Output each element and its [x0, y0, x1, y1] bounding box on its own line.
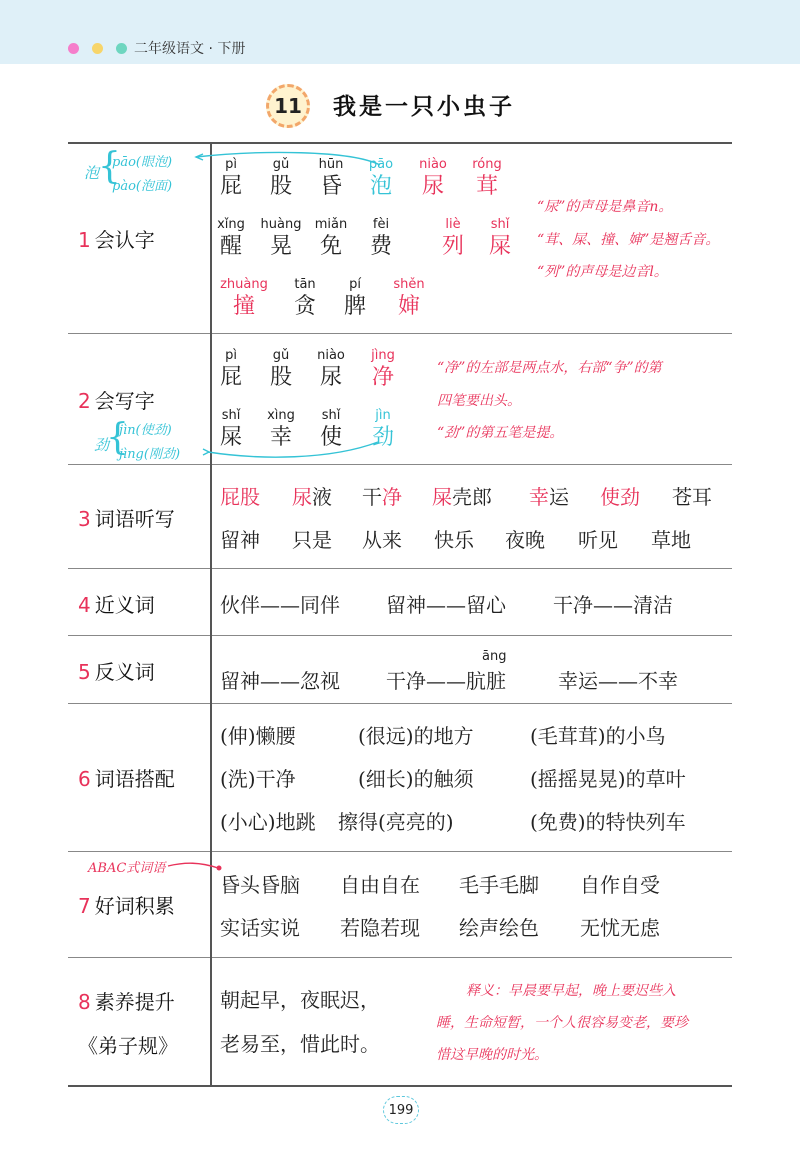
- pinyin: róng: [472, 157, 502, 172]
- dictation-word: 快乐: [434, 528, 474, 552]
- pinyin: gǔ: [272, 348, 290, 363]
- hanzi: 昏: [319, 174, 342, 199]
- pinyin: shǐ: [221, 408, 241, 423]
- recognize-note-3: “列”的声母是边音l。: [537, 264, 668, 280]
- hanzi: 贪: [293, 294, 316, 319]
- section-1-label: 1 会认字: [78, 228, 155, 252]
- hanzi: 幸: [269, 425, 292, 450]
- good-word: 实话实说: [220, 916, 300, 940]
- classic-explanation-2: 睡，生命短暂，一个人很容易变老，要珍: [436, 1015, 688, 1031]
- pinyin: xǐng: [217, 217, 245, 232]
- good-word: 无忧无虑: [580, 916, 660, 940]
- pinyin: pì: [225, 157, 237, 172]
- dictation-word: 从来: [362, 528, 402, 552]
- dictation-word: 干净: [362, 485, 402, 509]
- dictation-word: 幸运: [529, 485, 569, 509]
- collocation: (洗)干净: [220, 767, 296, 791]
- abac-dot-icon: [217, 866, 222, 871]
- pinyin: jìn: [375, 408, 391, 423]
- section-3-label: 3 词语听写: [78, 507, 175, 531]
- section-5-label: 5 反义词: [78, 660, 155, 684]
- hanzi: 屁: [219, 365, 242, 390]
- pinyin: xìng: [267, 408, 295, 423]
- hanzi: 屎: [219, 425, 242, 450]
- synonym-pair: 留神——留心: [386, 593, 506, 617]
- pao-arrow: [196, 152, 380, 165]
- pinyin: shěn: [393, 277, 425, 292]
- brace-icon: {: [106, 417, 129, 458]
- pao-reading-1: pāo(眼泡): [112, 155, 173, 170]
- dictation-word: 屁股: [220, 485, 260, 509]
- collocation: (免费)的特快列车: [530, 810, 686, 834]
- antonym-pair: 幸运——不幸: [558, 669, 678, 693]
- section-2-label: 2 会写字: [78, 389, 155, 413]
- collocation: 擦得(亮亮的): [338, 810, 454, 834]
- hanzi: 尿: [319, 365, 342, 390]
- dictation-word: 只是: [292, 528, 332, 552]
- hanzi: 屎: [488, 234, 511, 259]
- collocation: (小心)地跳: [220, 810, 316, 834]
- book-title: 二年级语文 · 下册: [134, 41, 246, 57]
- section-4-label: 4 近义词: [78, 593, 155, 617]
- pinyin: shǐ: [490, 217, 510, 232]
- pinyin: miǎn: [314, 217, 348, 232]
- pinyin: fèi: [372, 217, 390, 232]
- page-number: 199: [383, 1096, 419, 1124]
- hanzi: 茸: [475, 174, 498, 199]
- dictation-word: 留神: [220, 528, 260, 552]
- polyphone-char-pao: 泡: [84, 164, 100, 182]
- hanzi: 列: [441, 234, 464, 259]
- section-7-label: 7 好词积累: [78, 894, 175, 918]
- write-note-1: “净”的左部是两点水，右部“争”的第: [437, 360, 662, 376]
- dictation-word: 听见: [578, 528, 618, 552]
- hanzi: 费: [369, 234, 392, 259]
- abac-tag: ABAC式词语: [88, 861, 166, 876]
- synonym-pair: 干净——清洁: [553, 593, 673, 617]
- hanzi: 劲: [371, 425, 394, 450]
- hanzi: 股: [269, 174, 292, 199]
- hanzi: 使: [319, 425, 342, 450]
- recognize-note-1: “尿”的声母是鼻音n。: [537, 199, 673, 215]
- pinyin: pì: [225, 348, 237, 363]
- hanzi: 晃: [269, 234, 292, 259]
- ang-pinyin: āng: [482, 649, 507, 664]
- pinyin: huàng: [260, 217, 302, 232]
- jin-reading-1: jìn(使劲): [119, 423, 172, 438]
- good-word: 绘声绘色: [459, 916, 539, 940]
- abac-arrow: [168, 863, 218, 868]
- pinyin: niào: [419, 157, 447, 172]
- dictation-word: 苍耳: [672, 485, 712, 509]
- lesson-title: 我是一只小虫子: [333, 94, 515, 120]
- hanzi: 醒: [219, 234, 242, 259]
- dictation-word: 尿液: [292, 485, 332, 509]
- classic-line-1: 朝起早，夜眠迟，: [220, 988, 380, 1012]
- section-6-label: 6 词语搭配: [78, 767, 175, 791]
- hanzi: 股: [269, 365, 292, 390]
- pao-reading-2: pào(泡面): [112, 179, 173, 194]
- pinyin: pí: [349, 277, 361, 292]
- pinyin: hūn: [318, 157, 344, 172]
- good-word: 若隐若现: [340, 916, 420, 940]
- dictation-word: 草地: [651, 528, 691, 552]
- write-note-2: 四笔要出头。: [437, 393, 521, 409]
- collocation: (很远)的地方: [358, 724, 474, 748]
- collocation: (细长)的触须: [358, 767, 474, 791]
- lesson-number-badge: 11: [266, 84, 310, 128]
- jin-reading-2: jìng(刚劲): [119, 447, 181, 462]
- hanzi: 免: [319, 234, 342, 259]
- collocation: (摇摇晃晃)的草叶: [530, 767, 686, 791]
- brace-icon: {: [98, 146, 121, 187]
- antonym-pair: 留神——忽视: [220, 669, 340, 693]
- pinyin: tān: [294, 277, 316, 292]
- hanzi: 撞: [232, 294, 255, 319]
- classic-explanation-3: 惜这早晚的时光。: [436, 1047, 548, 1063]
- jin-arrowhead-icon: [203, 449, 209, 455]
- pinyin: zhuàng: [220, 277, 268, 292]
- good-word: 毛手毛脚: [459, 873, 539, 897]
- jin-arrow: [208, 442, 378, 457]
- classic-source-title: 《弟子规》: [78, 1034, 178, 1058]
- recognize-note-2: “茸、屎、撞、婶”是翘舌音。: [537, 232, 720, 248]
- collocation: (毛茸茸)的小鸟: [530, 724, 666, 748]
- dictation-word: 屎壳郎: [432, 485, 492, 509]
- write-note-3: “劲”的第五笔是提。: [437, 425, 564, 441]
- hanzi: 尿: [421, 174, 444, 199]
- hanzi: 净: [371, 365, 394, 390]
- pinyin: liè: [445, 217, 461, 232]
- good-word: 自作自受: [580, 873, 660, 897]
- classic-explanation-1: 释义：早晨要早起，晚上要迟些入: [466, 983, 676, 999]
- dictation-word: 使劲: [600, 485, 640, 509]
- pinyin: niào: [317, 348, 345, 363]
- synonym-pair: 伙伴——同伴: [220, 593, 340, 617]
- pinyin: shǐ: [321, 408, 341, 423]
- pinyin: gǔ: [272, 157, 290, 172]
- dictation-word: 夜晚: [505, 528, 545, 552]
- pinyin: pāo: [368, 157, 394, 172]
- hanzi: 婶: [397, 294, 420, 319]
- polyphone-char-jin: 劲: [94, 436, 110, 454]
- antonym-pair: 干净——肮脏: [386, 669, 506, 693]
- classic-line-2: 老易至，惜此时。: [220, 1032, 380, 1056]
- collocation: (伸)懒腰: [220, 724, 296, 748]
- good-word: 自由自在: [340, 873, 420, 897]
- section-8-label: 8 素养提升: [78, 990, 175, 1014]
- hanzi: 屁: [219, 174, 242, 199]
- good-word: 昏头昏脑: [220, 873, 300, 897]
- pinyin: jìng: [371, 348, 395, 363]
- hanzi: 泡: [369, 174, 392, 199]
- hanzi: 脾: [343, 294, 366, 319]
